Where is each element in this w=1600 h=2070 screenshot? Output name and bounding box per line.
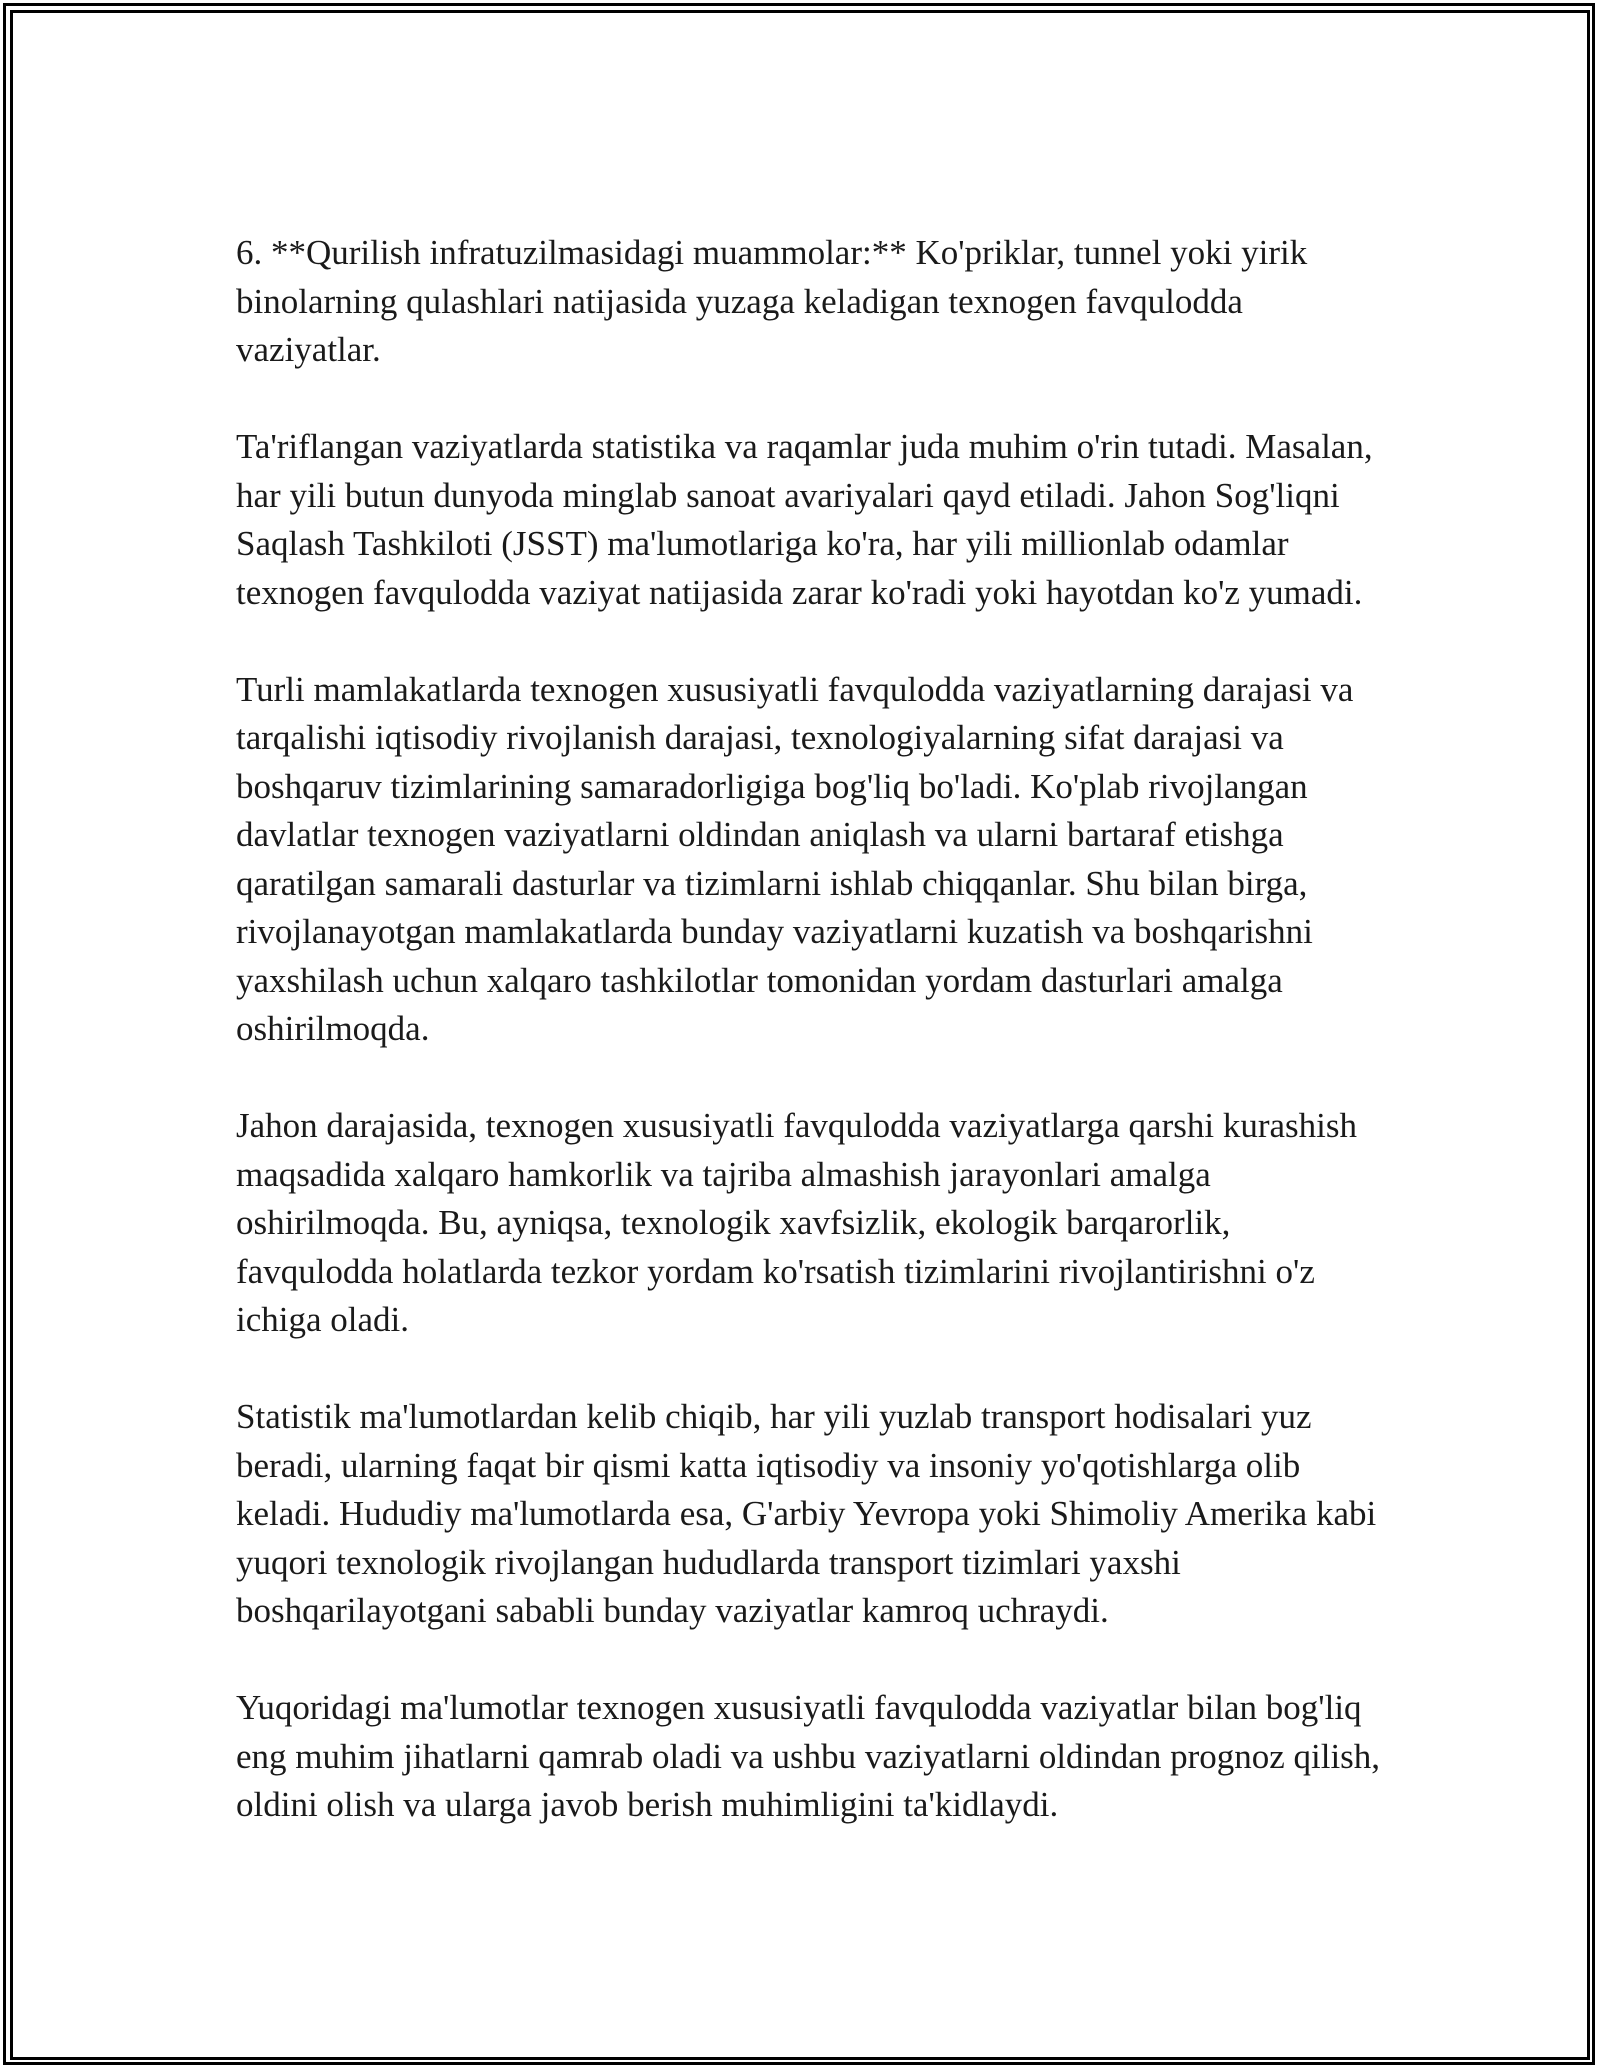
paragraph-transport-incidents: Statistik ma'lumotlardan kelib chiqib, har yili yuzlab transport hodisalari yuz beradi, ularning faqat bir qismi katta iqtisodiy va insoniy yo'qotishlarga olib keladi. Hududiy ma'lumotlarda esa, G'arbiy Yevropa yoki Shimoliy Amerika kabi yuqori texnologik rivojlangan hududlarda transport tizimlari yaxshi boshqarilayotgani sababli bunday vaziyatlar kamroq uchraydi. [236,1397,1377,1630]
paragraph-conclusion: Yuqoridagi ma'lumotlar texnogen xususiyatli favqulodda vaziyatlar bilan bog'liq eng muhim jihatlarni qamrab oladi va ushbu vaziyatlarni oldindan prognoz qilish, oldini olish va ularga javob berish muhimligini ta'kidlaydi. [236,1688,1381,1824]
paragraph-infrastructure-problems: 6. **Qurilish infratuzilmasidagi muammolar:** Ko'priklar, tunnel yoki yirik binolarning qulashlari natijasida yuzaga keladigan texnogen favqulodda vaziyatlar. [236,233,1308,369]
paragraph-countries: Turli mamlakatlarda texnogen xususiyatli favqulodda vaziyatlarning darajasi va tarqalishi iqtisodiy rivojlanish darajasi, texnologiyalarning sifat darajasi va boshqaruv tizimlarining samaradorligiga bog'liq bo'ladi. Ko'plab rivojlangan davlatlar texnogen vaziyatlarni oldindan aniqlash va ularni bartaraf etishga qaratilgan samarali dasturlar va tizimlarni ishlab chiqqanlar. Shu bilan birga, rivojlanayotgan mamlakatlarda bunday vaziyatlarni kuzatish va boshqarishni yaxshilash uchun xalqaro tashkilotlar tomonidan yordam dasturlari amalga oshirilmoqda. [236,669,1354,1048]
paragraph-global-cooperation: Jahon darajasida, texnogen xususiyatli favqulodda vaziyatlarga qarshi kurashish maqsadida xalqaro hamkorlik va tajriba almashish jarayonlari amalga oshirilmoqda. Bu, ayniqsa, texnologik xavfsizlik, ekologik barqarorlik, favqulodda holatlarda tezkor yordam ko'rsatish tizimlarini rivojlantirishni o'z ichiga oladi. [236,1106,1357,1339]
paragraph-statistics: Ta'riflangan vaziyatlarda statistika va raqamlar juda muhim o'rin tutadi. Masalan, har yili butun dunyoda minglab sanoat avariyalari qayd etiladi. Jahon Sog'liqni Saqlash Tashkiloti (JSST) ma'lumotlariga ko'ra, har yili millionlab odamlar texnogen favqulodda vaziyat natijasida zarar ko'radi yoki hayotdan ko'z yumadi. [236,427,1373,612]
document-body [236,229,1396,1830]
